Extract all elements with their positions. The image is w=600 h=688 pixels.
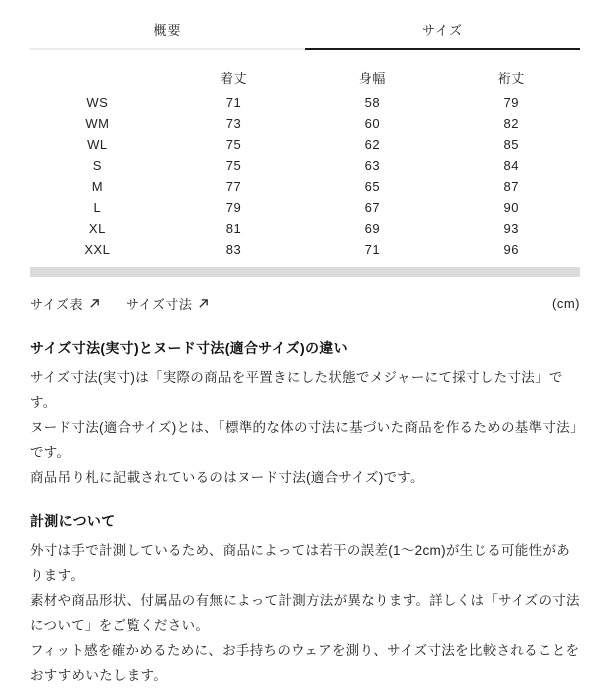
table-row xyxy=(30,197,580,218)
cell-value: 75 xyxy=(225,137,242,152)
cell-value: 93 xyxy=(503,221,519,236)
size-measure-link-label: サイズ寸法 xyxy=(125,297,193,312)
size-label: S xyxy=(92,158,102,173)
section-size-vs-nude xyxy=(30,338,580,490)
table-row xyxy=(30,239,580,260)
size-label: M xyxy=(91,179,104,194)
size-chart-link-label: サイズ表 xyxy=(30,297,83,312)
links-row xyxy=(30,294,580,313)
section-paragraph: 商品吊り札に記載されているのはヌード寸法(適合サイズ)です。 xyxy=(30,470,424,485)
section-paragraph: フィット感を確かめるために、お手持ちのウェアを測り、サイズ寸法を比較されることをおすすめいたします。 xyxy=(30,643,580,683)
size-chart-link[interactable] xyxy=(30,294,100,313)
cell-value: 62 xyxy=(364,137,381,152)
cell-value: 71 xyxy=(225,95,242,110)
section-paragraph: ヌード寸法(適合サイズ)とは、「標準的な体の寸法に基づいた商品を作るための基準寸法」です。 xyxy=(30,420,578,460)
size-label: XL xyxy=(88,221,106,236)
cell-value: 81 xyxy=(225,221,242,236)
external-arrow-icon xyxy=(198,298,209,309)
size-label: WL xyxy=(87,137,108,152)
tab-size[interactable]: サイズ xyxy=(305,0,580,50)
tab-overview[interactable]: 概要 xyxy=(30,0,305,50)
table-scrollbar[interactable] xyxy=(30,267,580,277)
cell-value: 71 xyxy=(364,242,381,257)
cell-value: 75 xyxy=(225,158,242,173)
column-header-sleeve-length: 裄丈 xyxy=(497,70,525,86)
size-label: WM xyxy=(85,116,110,131)
cell-value: 90 xyxy=(503,200,519,215)
cell-value: 67 xyxy=(364,200,381,215)
cell-value: 73 xyxy=(225,116,242,131)
size-label: XXL xyxy=(84,242,111,257)
cell-value: 79 xyxy=(503,95,519,110)
cell-value: 58 xyxy=(364,95,381,110)
table-row xyxy=(30,176,580,197)
cell-value: 79 xyxy=(225,200,242,215)
cell-value: 77 xyxy=(225,179,242,194)
section-paragraph: 素材や商品形状、付属品の有無によって計測方法が異なります。詳しくは「サイズの寸法について」をご覧ください。 xyxy=(30,593,580,633)
table-row xyxy=(30,113,580,134)
cell-value: 96 xyxy=(503,242,519,257)
cell-value: 82 xyxy=(503,116,519,131)
cell-value: 87 xyxy=(503,179,519,194)
cell-value: 60 xyxy=(364,116,381,131)
cell-value: 85 xyxy=(503,137,519,152)
section-heading: サイズ寸法(実寸)とヌード寸法(適合サイズ)の違い xyxy=(30,340,348,356)
cell-value: 69 xyxy=(364,221,381,236)
table-row xyxy=(30,134,580,155)
external-arrow-icon xyxy=(89,298,100,309)
size-label: WS xyxy=(86,95,109,110)
column-header-body-length: 着丈 xyxy=(219,70,247,86)
table-row xyxy=(30,155,580,176)
column-header-body-width: 身幅 xyxy=(358,70,386,86)
cell-value: 83 xyxy=(225,242,242,257)
size-table-header-row xyxy=(30,62,580,92)
table-row xyxy=(30,218,580,239)
cell-value: 63 xyxy=(364,158,381,173)
cell-value: 84 xyxy=(503,158,519,173)
table-row xyxy=(30,92,580,113)
section-paragraph: 外寸は手で計測しているため、商品によっては若干の誤差(1〜2cm)が生じる可能性があります。 xyxy=(30,543,571,583)
size-measure-link[interactable] xyxy=(126,294,209,313)
section-paragraph: サイズ寸法(実寸)は「実際の商品を平置きにした状態でメジャーにて採寸した寸法」です。 xyxy=(30,370,563,410)
size-label: L xyxy=(93,200,102,215)
cell-value: 65 xyxy=(364,179,381,194)
unit-label: (cm) xyxy=(552,296,580,311)
tab-bar xyxy=(30,0,580,50)
size-table xyxy=(30,62,580,260)
section-measurement xyxy=(30,511,580,688)
section-heading: 計測について xyxy=(30,513,116,529)
